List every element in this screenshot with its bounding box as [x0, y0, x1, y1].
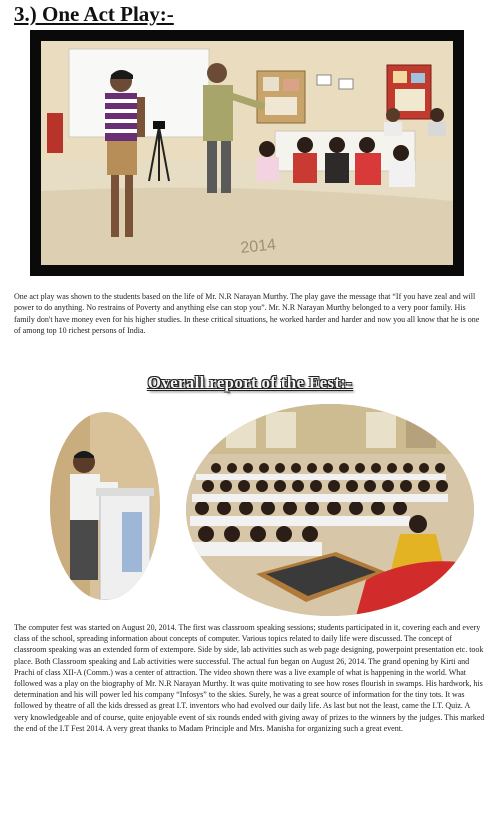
one-act-play-photo [41, 41, 453, 265]
section-heading-one-act-play: 3.) One Act Play:- [14, 2, 174, 26]
one-act-play-photo-frame [30, 30, 464, 276]
speaker-photo-illustration [50, 412, 160, 600]
section-heading-overall-report: Overall report of the Fest:- [147, 373, 353, 392]
floor-banner-text: 2014 [239, 236, 277, 257]
one-act-play-paragraph: One act play was shown to the students based on the life of Mr. N.R Narayan Murthy. The play gave the message that “If you have zeal and will power to do anything. No restrains of Poverty and anything else can stop you”. Mr. N.R Narayan Murthy belonged to a very poor family. His family don't have money even for his higher studies. In these critical situations, he worked harder and harder and now you all know that he is one of among top 10 richest persons of India. [14, 292, 480, 336]
audience-photo-illustration [186, 404, 474, 616]
overall-report-paragraph: The computer fest was started on August 20, 2014. The first was classroom speaking sessions; students participated in it, covering each and every class of the school, spreading information about concepts of computer. Various topics related to daily life were discussed. The concept of classroom speaking was an extended form of extempore. Side by side, lab activities such as web page designing, powerpoint presentation etc. took place. Both Classroom speaking and Lab activities were successful. The actual fun began on August 26, 2014. The grand opening by Kirti and Prachi of class XII-A (Comm.) was a center of attraction. The video shown there was a live example of what is happening in the world. What followed was a play on the biography of Mr. N.R Narayan Murthy. It was quite motivating to see how roses flourish in swamps. His hardwork, his determination and his will power led his company “Infosys” to the skies. Surely, he was a great source of information for the tiny tots. It was followed by theatre of all the kids dressed as great I.T. inventors who had evolved our daily life. As last but not the least, came the I.T. Quiz. A very knowledgeable and of course, quite enjoyable event of six rounds ended with giving away of prizes to the winners by the judges. This marked the end of the I.T Fest 2014. A very great thanks to Madam Principle and Mrs. Manisha for organizing such a great event. [14, 623, 485, 733]
speaker-photo [50, 412, 160, 600]
audience-photo [186, 404, 474, 616]
one-act-play-photo-illustration [41, 41, 453, 265]
